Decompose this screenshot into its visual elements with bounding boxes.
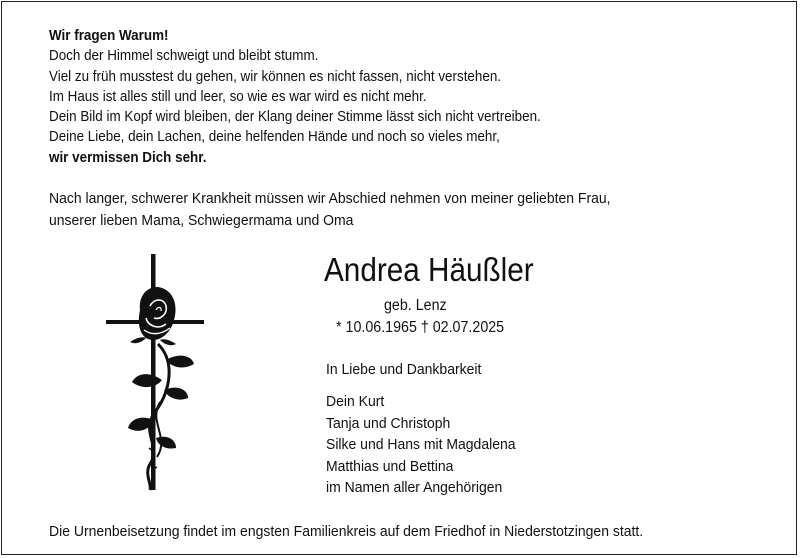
family-member: Dein Kurt [326, 393, 385, 410]
thanks-line: In Liebe und Dankbarkeit [326, 361, 482, 378]
poem-line: Deine Liebe, dein Lachen, deine helfenden Hände und noch so vieles mehr, [49, 129, 500, 146]
burial-notice: Die Urnenbeisetzung findet im engsten Familienkreis auf dem Friedhof in Niederstotzingen statt. [49, 523, 644, 540]
poem-line: Wir fragen Warum! [49, 28, 169, 44]
family-member: Matthias und Bettina [326, 457, 454, 475]
family-member: Silke und Hans mit Magdalena [326, 436, 516, 453]
poem-line: Doch der Himmel schweigt und bleibt stumm. [49, 48, 319, 65]
family-member: im Namen aller Angehörigen [326, 479, 503, 496]
intro-line: unserer lieben Mama, Schwiegermama und Oma [49, 211, 354, 229]
life-dates: * 10.06.1965 † 02.07.2025 [336, 319, 505, 336]
deceased-name: Andrea Häußler [324, 251, 534, 288]
intro-line: Nach langer, schwerer Krankheit müssen wir Abschied nehmen von meiner geliebten Frau, [49, 190, 611, 207]
intro-text [49, 188, 611, 231]
family-member: Tanja und Christoph [326, 414, 451, 432]
poem-line: wir vermissen Dich sehr. [49, 149, 207, 166]
family-signature [326, 391, 516, 499]
poem-line: Im Haus ist alles still und leer, so wie es war wird es nicht mehr. [49, 88, 427, 105]
birth-name: geb. Lenz [384, 297, 447, 314]
poem-line: Dein Bild im Kopf wird bleiben, der Klang deiner Stimme lässt sich nicht vertreiben. [49, 109, 541, 126]
cross-with-rose-icon [100, 252, 210, 492]
poem-line: Viel zu früh musstest du gehen, wir können es nicht fassen, nicht verstehen. [49, 68, 502, 85]
poem [49, 26, 541, 168]
